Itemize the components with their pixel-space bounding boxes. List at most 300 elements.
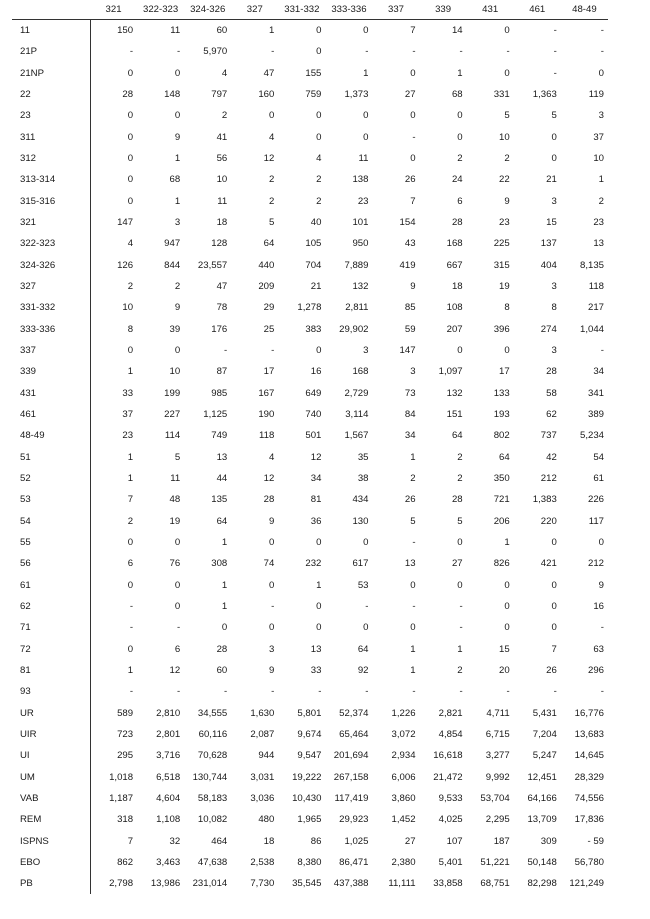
table-cell: 78 bbox=[216, 302, 228, 314]
table-cell: 844 bbox=[164, 259, 181, 271]
table-cell: 1,278 bbox=[297, 302, 322, 314]
table-cell: 2,087 bbox=[250, 728, 275, 740]
table-cell: 147 bbox=[117, 217, 134, 229]
table-cell: 1,567 bbox=[344, 430, 369, 442]
table-cell: - bbox=[506, 46, 510, 58]
table-cell: 2 bbox=[457, 153, 463, 165]
table-row bbox=[12, 233, 608, 254]
column-header: 431 bbox=[467, 0, 514, 20]
table-row bbox=[12, 745, 608, 766]
row-label: 337 bbox=[12, 340, 90, 361]
table-cell: 34 bbox=[593, 366, 604, 378]
table-cell: 39 bbox=[169, 323, 181, 335]
row-label: 333-336 bbox=[12, 319, 90, 340]
row-label: REM bbox=[12, 809, 90, 830]
table-cell: 40 bbox=[310, 217, 322, 229]
table-cell: 118 bbox=[588, 281, 604, 293]
table-cell: 0 bbox=[174, 537, 181, 549]
table-cell: 28,329 bbox=[574, 771, 604, 783]
table-cell: 27 bbox=[404, 89, 416, 101]
table-cell: 63 bbox=[593, 643, 604, 655]
table-cell: 3 bbox=[598, 110, 604, 122]
table-cell: 7,889 bbox=[344, 259, 369, 271]
table-cell: 0 bbox=[457, 131, 463, 143]
table-cell: 0 bbox=[316, 601, 322, 613]
row-label: 53 bbox=[12, 489, 90, 510]
table-cell: 1,187 bbox=[109, 792, 134, 804]
table-row bbox=[12, 297, 608, 318]
table-cell: 308 bbox=[211, 558, 228, 570]
table-cell: 12 bbox=[169, 665, 181, 676]
table-cell: 26 bbox=[404, 174, 416, 186]
table-cell: 1,044 bbox=[579, 323, 604, 335]
table-cell: 105 bbox=[305, 238, 322, 250]
row-label: 21P bbox=[12, 41, 90, 62]
table-cell: 2,295 bbox=[485, 814, 510, 826]
table-cell: 41 bbox=[216, 131, 228, 143]
table-cell: 64,166 bbox=[527, 792, 557, 804]
row-label: 11 bbox=[12, 20, 90, 42]
table-cell: 3,277 bbox=[485, 750, 510, 762]
table-cell: 2 bbox=[504, 153, 510, 165]
table-cell: 2,380 bbox=[391, 856, 416, 868]
table-cell: 1 bbox=[457, 643, 463, 655]
column-header: 322-323 bbox=[137, 0, 184, 20]
row-label: 52 bbox=[12, 468, 90, 489]
table-cell: 6 bbox=[457, 195, 463, 207]
table-row bbox=[12, 830, 608, 851]
table-cell: - bbox=[365, 686, 369, 698]
table-cell: 434 bbox=[352, 494, 369, 506]
table-cell: 17,836 bbox=[574, 814, 604, 826]
table-cell: 154 bbox=[399, 217, 416, 229]
table-cell: 38 bbox=[357, 473, 369, 485]
table-row bbox=[12, 319, 608, 340]
table-cell: 1,097 bbox=[438, 366, 463, 378]
table-cell: 617 bbox=[352, 558, 369, 570]
table-cell: 0 bbox=[127, 537, 134, 549]
table-cell: 9 bbox=[410, 281, 416, 293]
table-cell: 17 bbox=[263, 366, 275, 378]
table-cell: 421 bbox=[540, 558, 557, 570]
table-cell: 0 bbox=[457, 579, 463, 591]
table-cell: 68,751 bbox=[480, 878, 510, 890]
table-cell: 7,730 bbox=[250, 878, 275, 890]
table-cell: 11 bbox=[170, 473, 181, 485]
table-cell: 23,557 bbox=[197, 259, 228, 271]
table-cell: 350 bbox=[493, 473, 510, 485]
table-cell: 54 bbox=[593, 451, 604, 463]
table-cell: - bbox=[412, 537, 416, 549]
table-row bbox=[12, 127, 608, 148]
row-label: 22 bbox=[12, 84, 90, 105]
table-cell: 9 bbox=[174, 131, 181, 143]
table-cell: 6,006 bbox=[391, 771, 416, 783]
table-cell: 193 bbox=[493, 409, 510, 421]
table-cell: 2 bbox=[316, 195, 322, 207]
table-cell: 35 bbox=[357, 451, 369, 463]
table-cell: 5 bbox=[504, 110, 510, 122]
table-cell: 1 bbox=[410, 665, 416, 676]
column-header: 331-332 bbox=[278, 0, 325, 20]
table-cell: 315 bbox=[493, 259, 510, 271]
table-row bbox=[12, 63, 608, 84]
row-label: 327 bbox=[12, 276, 90, 297]
table-cell: 47 bbox=[263, 67, 275, 79]
table-cell: 723 bbox=[117, 728, 134, 740]
table-cell: 826 bbox=[493, 558, 510, 570]
table-cell: 0 bbox=[127, 579, 134, 591]
table-cell: 28 bbox=[451, 217, 463, 229]
table-cell: 101 bbox=[352, 217, 369, 229]
table-cell: 5 bbox=[551, 110, 557, 122]
table-row bbox=[12, 447, 608, 468]
table-cell: 82,298 bbox=[527, 878, 557, 890]
table-cell: 1 bbox=[410, 451, 416, 463]
table-cell: 34,555 bbox=[197, 707, 228, 719]
table-cell: 23 bbox=[499, 217, 510, 229]
table-cell: 167 bbox=[258, 387, 275, 399]
table-cell: 296 bbox=[587, 665, 604, 676]
table-cell: 341 bbox=[587, 387, 604, 399]
table-cell: 64 bbox=[263, 238, 275, 250]
table-cell: 23 bbox=[593, 217, 604, 229]
table-cell: 1 bbox=[174, 195, 181, 207]
table-cell: 28 bbox=[122, 89, 134, 101]
table-cell: 168 bbox=[446, 238, 463, 250]
table-cell: 27 bbox=[451, 558, 463, 570]
table-cell: 17 bbox=[499, 366, 510, 378]
table-cell: 1,025 bbox=[344, 835, 369, 847]
table-cell: 14 bbox=[451, 25, 463, 37]
table-cell: 1 bbox=[221, 579, 228, 591]
table-cell: 11 bbox=[217, 195, 228, 207]
table-cell: 7 bbox=[410, 195, 416, 207]
table-cell: - bbox=[129, 601, 134, 613]
row-label: 23 bbox=[12, 105, 90, 126]
table-cell: 667 bbox=[446, 259, 463, 271]
table-row bbox=[12, 84, 608, 105]
data-table bbox=[12, 0, 608, 894]
table-cell: 13 bbox=[216, 451, 228, 463]
table-cell: 0 bbox=[504, 601, 510, 613]
row-label: UI bbox=[12, 745, 90, 766]
table-cell: 137 bbox=[540, 238, 557, 250]
table-cell: 34 bbox=[310, 473, 322, 485]
column-header: 324-326 bbox=[184, 0, 231, 20]
table-cell: 35,545 bbox=[292, 878, 322, 890]
table-cell: 0 bbox=[598, 67, 604, 79]
table-cell: 0 bbox=[268, 110, 275, 122]
table-cell: - bbox=[600, 622, 604, 634]
row-label: VAB bbox=[12, 788, 90, 809]
table-cell: 29 bbox=[263, 302, 275, 314]
table-cell: 13 bbox=[593, 238, 604, 250]
table-cell: 108 bbox=[446, 302, 463, 314]
table-cell: 61 bbox=[593, 473, 604, 485]
table-cell: 0 bbox=[268, 537, 275, 549]
table-cell: 0 bbox=[174, 345, 181, 357]
table-cell: 8 bbox=[127, 323, 134, 335]
table-cell: 11,111 bbox=[388, 878, 416, 890]
table-cell: 138 bbox=[352, 174, 369, 186]
table-cell: 759 bbox=[305, 89, 322, 101]
table-cell: 50,148 bbox=[527, 856, 557, 868]
table-cell: 437,388 bbox=[333, 878, 369, 890]
table-cell: 10 bbox=[122, 302, 134, 314]
table-cell: 155 bbox=[305, 67, 322, 79]
table-cell: 58,183 bbox=[197, 792, 228, 804]
table-cell: 4,025 bbox=[438, 814, 463, 826]
table-cell: 130 bbox=[352, 515, 369, 527]
table-row bbox=[12, 361, 608, 382]
table-cell: - bbox=[506, 686, 510, 698]
table-cell: 0 bbox=[457, 537, 463, 549]
row-label: 331-332 bbox=[12, 297, 90, 318]
table-cell: 0 bbox=[457, 345, 463, 357]
table-cell: 147 bbox=[399, 345, 416, 357]
table-cell: 2,798 bbox=[109, 878, 134, 890]
row-label: 81 bbox=[12, 660, 90, 681]
table-cell: - bbox=[600, 345, 604, 357]
table-cell: 133 bbox=[493, 387, 510, 399]
table-cell: 0 bbox=[174, 601, 181, 613]
table-cell: 0 bbox=[316, 46, 322, 58]
table-cell: 86,471 bbox=[339, 856, 369, 868]
table-cell: 1 bbox=[127, 366, 134, 378]
table-cell: 5,247 bbox=[532, 750, 557, 762]
table-cell: 19,222 bbox=[292, 771, 322, 783]
table-cell: 44 bbox=[216, 473, 228, 485]
table-row bbox=[12, 575, 608, 596]
table-cell: 797 bbox=[211, 89, 228, 101]
table-row bbox=[12, 255, 608, 276]
table-cell: 501 bbox=[305, 430, 322, 442]
table-cell: 2 bbox=[127, 281, 134, 293]
table-cell: 1,965 bbox=[297, 814, 322, 826]
table-cell: 12 bbox=[263, 153, 275, 165]
column-header: 333-336 bbox=[325, 0, 372, 20]
table-cell: 32 bbox=[169, 835, 181, 847]
table-cell: 231,014 bbox=[192, 878, 228, 890]
table-cell: 60 bbox=[216, 25, 228, 37]
table-cell: 0 bbox=[127, 110, 134, 122]
table-cell: 9 bbox=[504, 195, 510, 207]
table-cell: - bbox=[459, 601, 463, 613]
row-label: 312 bbox=[12, 148, 90, 169]
row-label: 313-314 bbox=[12, 169, 90, 190]
table-cell: 2 bbox=[127, 515, 134, 527]
table-cell: 331 bbox=[493, 89, 510, 101]
table-cell: - bbox=[412, 131, 416, 143]
table-cell: 0 bbox=[504, 25, 510, 37]
table-cell: - bbox=[553, 46, 557, 58]
table-cell: 5,401 bbox=[438, 856, 463, 868]
row-label: UR bbox=[12, 703, 90, 724]
table-cell: 4 bbox=[221, 67, 228, 79]
table-cell: 26 bbox=[404, 494, 416, 506]
table-row bbox=[12, 383, 608, 404]
table-cell: 37 bbox=[593, 131, 604, 143]
table-cell: 1 bbox=[598, 174, 604, 186]
table-cell: 117,419 bbox=[334, 792, 369, 804]
table-cell: 749 bbox=[211, 430, 228, 442]
table-cell: 187 bbox=[493, 835, 510, 847]
table-cell: 7 bbox=[551, 643, 557, 655]
table-cell: 42 bbox=[546, 451, 557, 463]
table-cell: 2 bbox=[598, 195, 604, 207]
table-cell: - bbox=[459, 46, 463, 58]
table-cell: 1 bbox=[174, 153, 181, 165]
corner-cell bbox=[12, 0, 90, 20]
table-row bbox=[12, 20, 608, 42]
table-cell: 13,683 bbox=[574, 728, 604, 740]
table-cell: 0 bbox=[221, 622, 228, 634]
table-row bbox=[12, 489, 608, 510]
table-cell: 0 bbox=[127, 131, 134, 143]
table-cell: 3 bbox=[551, 345, 557, 357]
table-cell: 18 bbox=[216, 217, 228, 229]
column-header: 339 bbox=[420, 0, 467, 20]
table-cell: 36 bbox=[310, 515, 322, 527]
table-cell: - bbox=[553, 67, 557, 79]
table-cell: 704 bbox=[305, 259, 322, 271]
table-cell: 217 bbox=[587, 302, 604, 314]
table-cell: 1,125 bbox=[203, 409, 228, 421]
table-cell: 207 bbox=[446, 323, 463, 335]
table-cell: - bbox=[176, 46, 181, 58]
table-cell: 1 bbox=[127, 665, 134, 676]
table-cell: 48 bbox=[169, 494, 181, 506]
table-cell: - bbox=[553, 25, 557, 37]
table-cell: 5,431 bbox=[532, 707, 557, 719]
table-cell: 0 bbox=[316, 537, 322, 549]
table-cell: 0 bbox=[551, 622, 557, 634]
table-cell: 117 bbox=[588, 515, 604, 527]
table-cell: 23 bbox=[357, 195, 369, 207]
table-cell: 8 bbox=[504, 302, 510, 314]
table-cell: 0 bbox=[504, 622, 510, 634]
table-cell: 60,116 bbox=[198, 728, 228, 740]
table-cell: 20 bbox=[499, 665, 510, 676]
table-cell: 2 bbox=[174, 281, 181, 293]
table-cell: 0 bbox=[174, 67, 181, 79]
table-cell: 52,374 bbox=[339, 707, 369, 719]
table-cell: - bbox=[600, 686, 604, 698]
row-label: 311 bbox=[12, 127, 90, 148]
table-cell: 1,363 bbox=[532, 89, 557, 101]
table-cell: 10,082 bbox=[197, 814, 228, 826]
table-cell: 5,234 bbox=[579, 430, 604, 442]
table-cell: 86 bbox=[310, 835, 322, 847]
row-label: 48-49 bbox=[12, 425, 90, 446]
table-cell: 4 bbox=[268, 451, 275, 463]
table-cell: - bbox=[318, 686, 322, 698]
table-cell: 3,072 bbox=[391, 728, 416, 740]
table-cell: 132 bbox=[352, 281, 369, 293]
table-cell: 81 bbox=[310, 494, 322, 506]
table-cell: 28 bbox=[216, 643, 228, 655]
table-cell: 21,472 bbox=[433, 771, 463, 783]
table-cell: 3 bbox=[410, 366, 416, 378]
table-cell: 10 bbox=[169, 366, 181, 378]
table-cell: 5 bbox=[410, 515, 416, 527]
table-cell: 64 bbox=[451, 430, 463, 442]
table-cell: 0 bbox=[551, 131, 557, 143]
table-cell: 3 bbox=[551, 195, 557, 207]
table-cell: 0 bbox=[504, 579, 510, 591]
table-cell: 1 bbox=[363, 67, 369, 79]
table-cell: 0 bbox=[363, 131, 369, 143]
table-cell: 121,249 bbox=[569, 878, 604, 890]
row-label: 62 bbox=[12, 596, 90, 617]
table-cell: 1 bbox=[127, 451, 134, 463]
table-cell: 0 bbox=[410, 110, 416, 122]
table-cell: 2 bbox=[221, 110, 228, 122]
table-cell: 33 bbox=[310, 665, 322, 676]
table-cell: 1 bbox=[221, 601, 228, 613]
table-cell: 51,221 bbox=[480, 856, 510, 868]
table-cell: 85 bbox=[404, 302, 416, 314]
table-cell: 21 bbox=[546, 174, 557, 186]
row-label: 322-323 bbox=[12, 233, 90, 254]
data-table-container bbox=[12, 0, 608, 894]
table-cell: 7 bbox=[127, 494, 134, 506]
row-label: 71 bbox=[12, 617, 90, 638]
table-cell: 0 bbox=[127, 345, 134, 357]
table-cell: - bbox=[129, 622, 134, 634]
table-cell: 227 bbox=[164, 409, 181, 421]
table-cell: 212 bbox=[540, 473, 557, 485]
table-cell: 15 bbox=[546, 217, 557, 229]
table-row bbox=[12, 105, 608, 126]
table-cell: - bbox=[271, 345, 275, 357]
table-cell: 0 bbox=[316, 345, 322, 357]
table-cell: 76 bbox=[169, 558, 181, 570]
table-cell: 2,821 bbox=[438, 707, 463, 719]
row-label: 93 bbox=[12, 681, 90, 702]
table-cell: - bbox=[365, 601, 369, 613]
table-cell: 3,114 bbox=[345, 409, 369, 421]
table-cell: 2,729 bbox=[344, 387, 369, 399]
row-label: 21NP bbox=[12, 63, 90, 84]
table-cell: - bbox=[176, 622, 181, 634]
table-cell: 7 bbox=[127, 835, 134, 847]
table-cell: 985 bbox=[211, 387, 228, 399]
table-body bbox=[12, 20, 608, 895]
row-label: UIR bbox=[12, 724, 90, 745]
table-row bbox=[12, 660, 608, 681]
table-cell: 68 bbox=[451, 89, 463, 101]
table-cell: 10 bbox=[499, 131, 510, 143]
table-cell: 23 bbox=[122, 430, 134, 442]
table-cell: 9,992 bbox=[485, 771, 510, 783]
table-cell: 4,604 bbox=[156, 792, 181, 804]
table-cell: 0 bbox=[174, 579, 181, 591]
table-cell: 29,923 bbox=[339, 814, 369, 826]
table-cell: 10 bbox=[593, 153, 604, 165]
row-label: 61 bbox=[12, 575, 90, 596]
table-cell: 0 bbox=[504, 67, 510, 79]
table-cell: 464 bbox=[211, 835, 228, 847]
table-cell: - bbox=[271, 46, 275, 58]
table-row bbox=[12, 809, 608, 830]
table-cell: 0 bbox=[316, 622, 322, 634]
table-cell: 70,628 bbox=[197, 750, 228, 762]
table-cell: 62 bbox=[546, 409, 557, 421]
table-cell: 59 bbox=[404, 323, 416, 335]
table-cell: 74,556 bbox=[574, 792, 604, 804]
